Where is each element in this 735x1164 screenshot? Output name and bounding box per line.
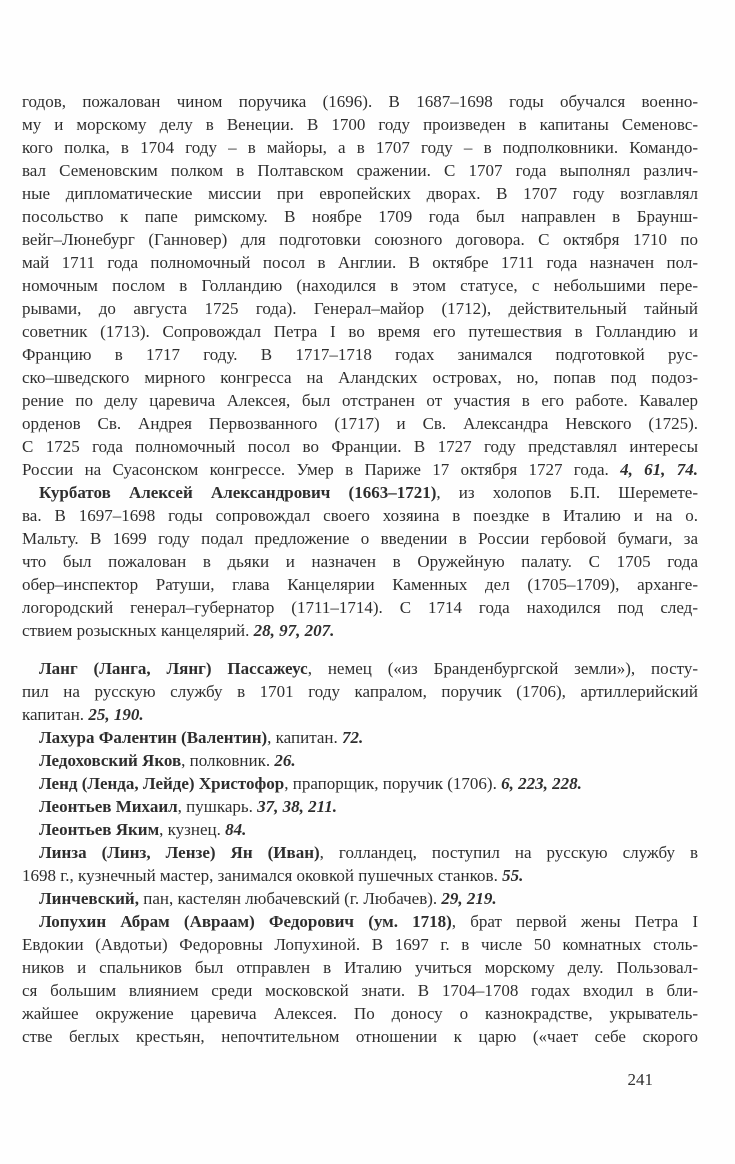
page-number: 241 <box>627 1070 653 1089</box>
entry-name: Линчевский, <box>39 889 139 908</box>
text-line <box>22 527 698 550</box>
body-text: вал Семеновским полком в Полтавском сражении. С 1707 года выполнял различ- <box>22 161 698 180</box>
entry-name: Лопухин Абрам (Авраам) Федорович (ум. 1718) <box>39 912 452 931</box>
body-text: орденов Св. Андрея Первозванного (1717) и Св. Александра Невского (1725). <box>22 414 698 433</box>
body-text: Евдокии (Авдотьи) Федоровны Лопухиной. В 1697 г. в числе 50 комнатных столь- <box>22 935 698 954</box>
text-line <box>22 113 698 136</box>
body-text: кого полка, в 1704 году – в майоры, а в 1707 году – в подполковники. Командо- <box>22 138 698 157</box>
text-line <box>22 680 698 703</box>
body-text: пил на русскую службу в 1701 году капралом, поручик (1706), артиллерийский <box>22 682 698 701</box>
text-line <box>22 389 698 412</box>
text-line <box>22 841 698 864</box>
body-text: му и морскому делу в Венеции. В 1700 году произведен в капитаны Семеновс- <box>22 115 698 134</box>
page-references: 26. <box>274 751 296 770</box>
page-references: 55. <box>502 866 524 885</box>
entry-ledokhovsky <box>22 749 698 772</box>
text-line <box>22 619 698 642</box>
body-text: , брат первой жены Петра I <box>451 912 698 931</box>
body-text: ные дипломатические миссии при европейских дворах. В 1707 году возглавлял <box>22 184 698 203</box>
body-text: пан, кастелян любачевский (г. Любачев). <box>138 889 442 908</box>
text-line <box>22 320 698 343</box>
entry-name: Курбатов Алексей Александрович (1663–1721) <box>39 483 437 502</box>
text-line <box>22 818 698 841</box>
body-text: ников и спальников был отправлен в Италию учиться морскому делу. Пользовал- <box>22 958 698 977</box>
page-references: 37, 38, 211. <box>257 797 337 816</box>
text-line <box>22 251 698 274</box>
entry-leontyev-mikhail <box>22 795 698 818</box>
text-line <box>22 159 698 182</box>
body-text: обер–инспектор Ратуши, глава Канцелярии Каменных дел (1705–1709), арханге- <box>22 575 698 594</box>
body-text: 1698 г., кузнечный мастер, занимался оковкой пушечных станков. <box>22 866 503 885</box>
entry-lang <box>22 657 698 726</box>
body-text: , немец («из Бранденбургской земли»), посту- <box>307 659 698 678</box>
body-text: рывами, до августа 1725 года). Генерал–майор (1712), действительный тайный <box>22 299 698 318</box>
page-references: 72. <box>341 728 364 747</box>
page-references: 4, 61, 74. <box>620 460 699 479</box>
text-line <box>22 864 698 887</box>
page-references: 84. <box>225 820 247 839</box>
text-line <box>22 726 698 749</box>
entry-kurbatov <box>22 481 698 642</box>
text-line <box>22 657 698 680</box>
text-block <box>22 90 698 1048</box>
entry-name: Линза (Линз, Лензе) Ян (Иван) <box>39 843 320 862</box>
body-text: номочным послом в Голландию (находился в этом статусе, с небольшими пере- <box>22 276 698 295</box>
entry-lakhura <box>22 726 698 749</box>
page-references: 6, 223, 228. <box>501 774 582 793</box>
text-line <box>22 795 698 818</box>
body-text: посольство к папе римскому. В ноябре 1709 года был направлен в Браунш- <box>22 207 698 226</box>
entry-name: Ленд (Ленда, Лейде) Христофор <box>39 774 285 793</box>
text-line <box>22 550 698 573</box>
text-line <box>22 956 698 979</box>
text-line <box>22 182 698 205</box>
body-text: , прапорщик, поручик (1706). <box>284 774 502 793</box>
body-text: Францию в 1717 году. В 1717–1718 годах занимался подготовкой рус- <box>22 345 698 364</box>
body-text: , кузнец. <box>159 820 226 839</box>
body-text: С 1725 года полномочный посол во Франции. В 1727 году представлял интересы <box>22 437 698 456</box>
text-line <box>22 596 698 619</box>
body-text: ва. В 1697–1698 годы сопровождал своего хозяина в поездке в Италию и на о. <box>22 506 698 525</box>
text-line <box>22 772 698 795</box>
page-references: 29, 219. <box>441 889 497 908</box>
body-text: , полковник. <box>181 751 275 770</box>
body-text: стве беглых крестьян, непочтительном отношении к царю («чает себе скорого <box>22 1027 698 1046</box>
text-line <box>22 366 698 389</box>
page-references: 28, 97, 207. <box>253 621 335 640</box>
body-text: годов, пожалован чином поручика (1696). В 1687–1698 годы обучался военно- <box>22 92 698 111</box>
body-text: Мальту. В 1699 году подал предложение о введении в России гербовой бумаги, за <box>22 529 698 548</box>
body-text: ско–шведского мирного конгресса на Аландских островах, но, попав под подоз- <box>22 368 698 387</box>
text-line <box>22 703 698 726</box>
body-text: , из холопов Б.П. Шеремете- <box>436 483 698 502</box>
text-line <box>22 228 698 251</box>
entry-name: Леонтьев Михаил <box>39 797 178 816</box>
body-text: ствием розыскных канцелярий. <box>22 621 254 640</box>
text-line <box>22 933 698 956</box>
text-line <box>22 504 698 527</box>
entry-kurakin-continuation <box>22 90 698 481</box>
text-line <box>22 749 698 772</box>
entry-lend <box>22 772 698 795</box>
text-line <box>22 136 698 159</box>
body-text: советник (1713). Сопровождал Петра I во время его путешествия в Голландию и <box>22 322 698 341</box>
body-text: жайшее окружение царевича Алексея. По доносу о казнокрадстве, укрыватель- <box>22 1004 698 1023</box>
entry-name: Ледоховский Яков <box>39 751 182 770</box>
entry-leontyev-yakim <box>22 818 698 841</box>
entry-linchevsky <box>22 887 698 910</box>
text-line <box>22 481 698 504</box>
entry-lopukhin <box>22 910 698 1048</box>
body-text: рение по делу царевича Алексея, был отстранен от участия в его работе. Кавалер <box>22 391 698 410</box>
page-references: 25, 190. <box>88 705 144 724</box>
body-text: май 1711 года полномочный посол в Англии. В октябре 1711 года назначен пол- <box>22 253 698 272</box>
text-line <box>22 458 698 481</box>
text-line <box>22 435 698 458</box>
body-text: что был пожалован в дьяки и назначен в Оружейную палату. С 1705 года <box>22 552 698 571</box>
text-line <box>22 910 698 933</box>
body-text: , пушкарь. <box>177 797 258 816</box>
text-line <box>22 1025 698 1048</box>
entry-name: Ланг (Ланга, Лянг) Пассажеус <box>39 659 308 678</box>
text-line <box>22 274 698 297</box>
text-line <box>22 887 698 910</box>
text-line <box>22 1002 698 1025</box>
body-text: логородский генерал–губернатор (1711–1714). С 1714 года находился под след- <box>22 598 698 617</box>
text-line <box>22 343 698 366</box>
body-text: , капитан. <box>267 728 342 747</box>
text-line <box>22 205 698 228</box>
body-text: России на Суасонском конгрессе. Умер в Париже 17 октября 1727 года. <box>22 460 621 479</box>
entry-name: Леонтьев Яким <box>39 820 160 839</box>
text-line <box>22 90 698 113</box>
text-line <box>22 297 698 320</box>
entry-linza <box>22 841 698 887</box>
text-line <box>22 573 698 596</box>
entry-name: Лахура Фалентин (Валентин) <box>39 728 268 747</box>
body-text: ся большим влиянием среди московской знати. В 1704–1708 годах входил в бли- <box>22 981 698 1000</box>
body-text: , голландец, поступил на русскую службу в <box>319 843 698 862</box>
text-line <box>22 412 698 435</box>
body-text: вейг–Люнебург (Ганновер) для подготовки союзного договора. С октября 1710 по <box>22 230 698 249</box>
text-line <box>22 979 698 1002</box>
body-text: капитан. <box>22 705 89 724</box>
